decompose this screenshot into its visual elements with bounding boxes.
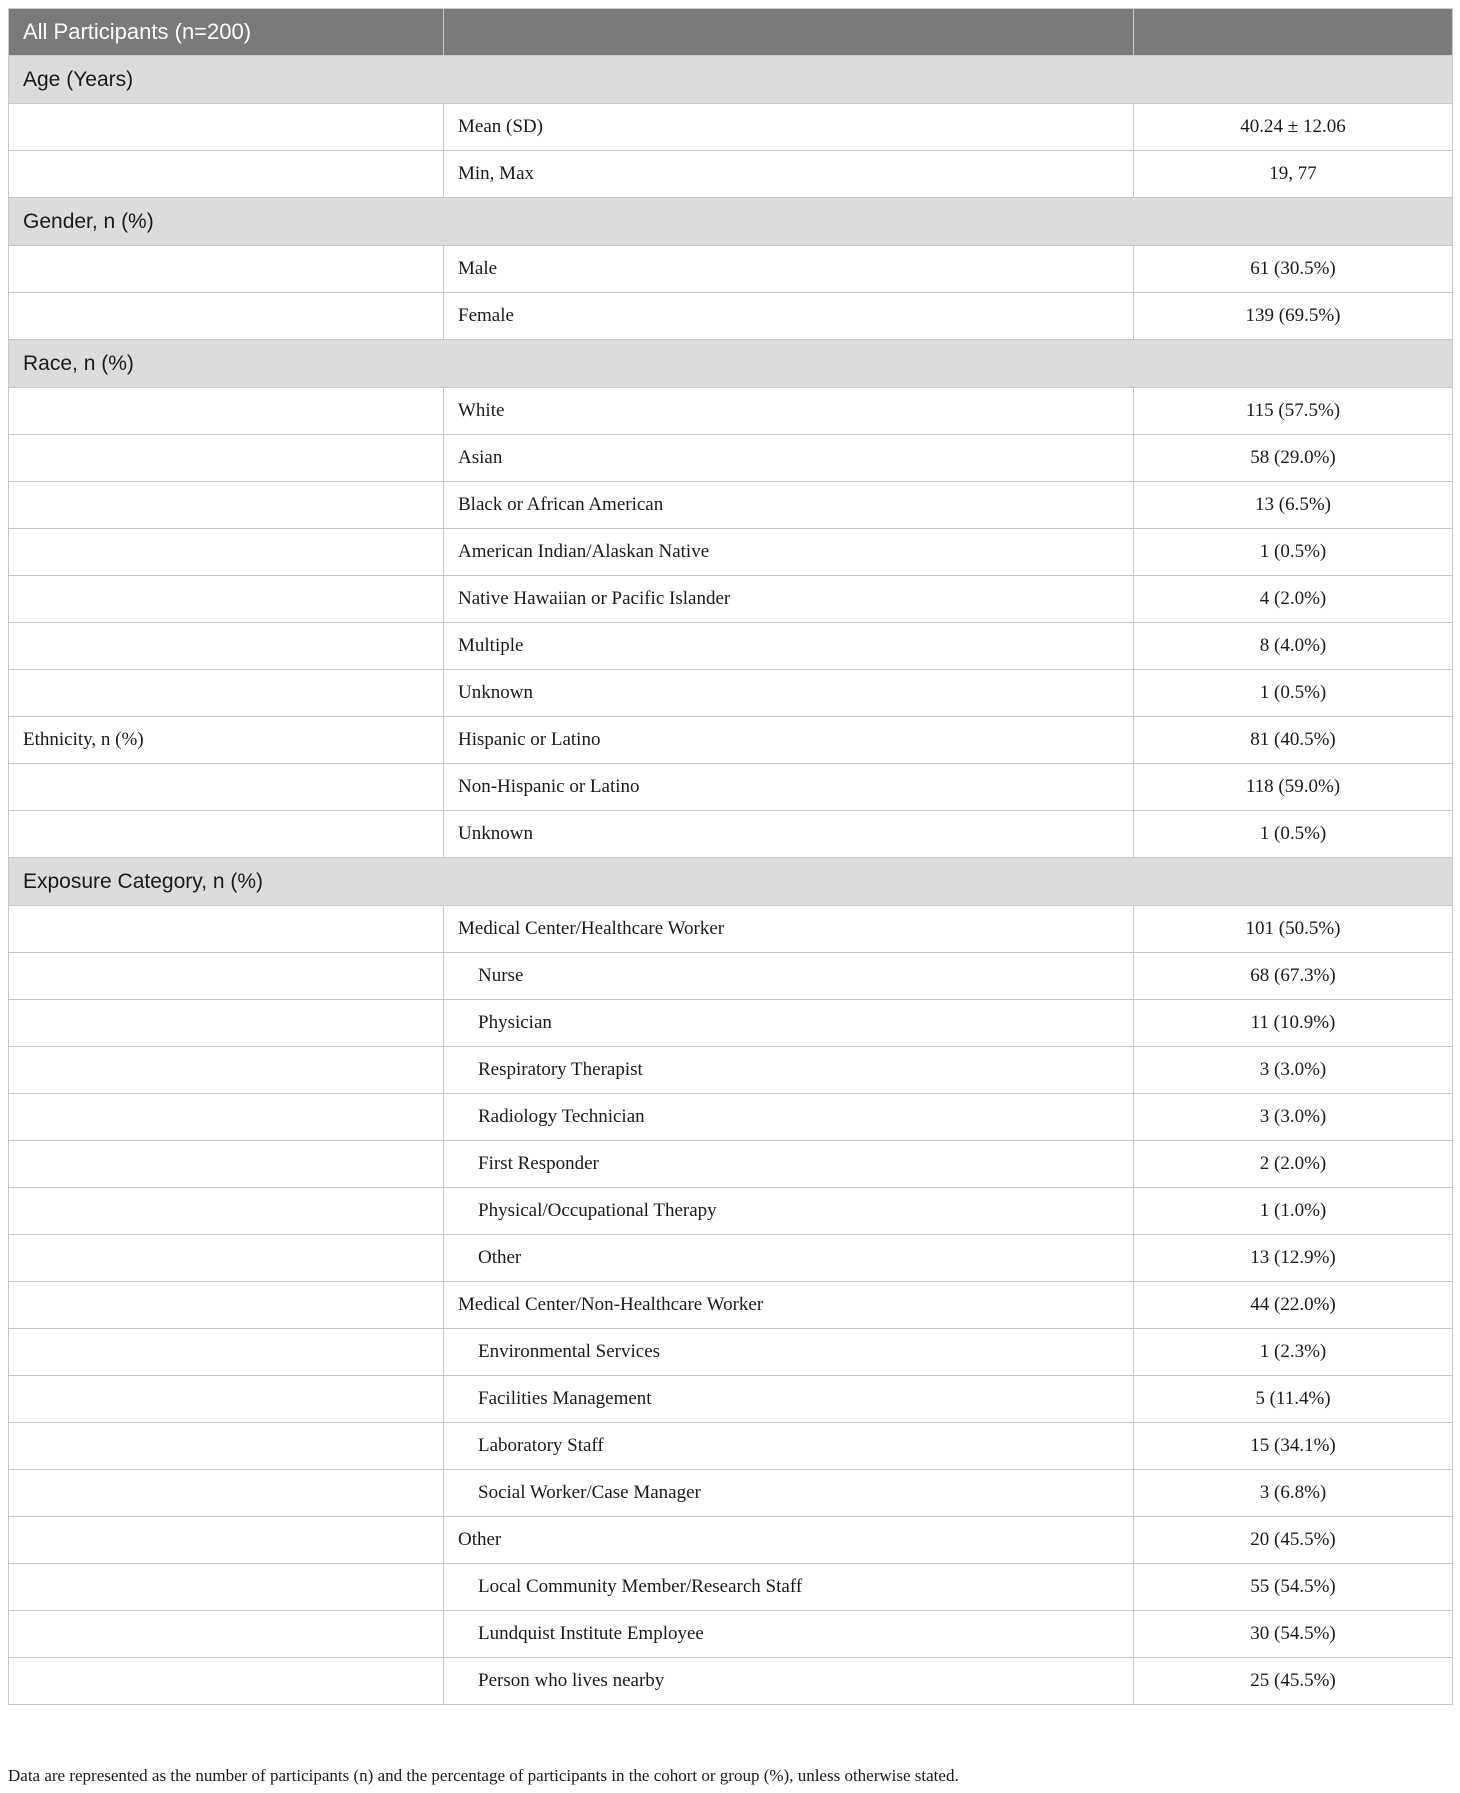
table-row xyxy=(9,1282,1453,1329)
group-cell xyxy=(9,246,444,293)
group-cell xyxy=(9,764,444,811)
group-cell xyxy=(9,293,444,340)
section-label: Gender, n (%) xyxy=(9,198,1453,246)
value-cell: 3 (6.8%) xyxy=(1134,1470,1453,1517)
table-footnote: Data are represented as the number of participants (n) and the percentage of participants in the cohort or group (%), unless otherwise stated. xyxy=(8,1766,959,1785)
group-cell xyxy=(9,482,444,529)
value-cell: 40.24 ± 12.06 xyxy=(1134,104,1453,151)
value-cell: 5 (11.4%) xyxy=(1134,1376,1453,1423)
value-cell: 1 (0.5%) xyxy=(1134,811,1453,858)
value-cell: 55 (54.5%) xyxy=(1134,1564,1453,1611)
label-cell: Unknown xyxy=(444,670,1134,717)
label-cell: Min, Max xyxy=(444,151,1134,198)
table-row xyxy=(9,104,1453,151)
group-cell xyxy=(9,1658,444,1705)
label-cell: Physical/Occupational Therapy xyxy=(444,1188,1134,1235)
group-cell xyxy=(9,1470,444,1517)
group-cell xyxy=(9,1517,444,1564)
section-header-row xyxy=(9,858,1453,906)
group-cell xyxy=(9,1376,444,1423)
table-row xyxy=(9,1141,1453,1188)
value-cell: 1 (2.3%) xyxy=(1134,1329,1453,1376)
label-cell: Male xyxy=(444,246,1134,293)
label-cell: Medical Center/Non-Healthcare Worker xyxy=(444,1282,1134,1329)
group-cell xyxy=(9,811,444,858)
participants-table xyxy=(8,8,1453,1705)
table-row xyxy=(9,482,1453,529)
value-cell: 115 (57.5%) xyxy=(1134,388,1453,435)
header-cell: All Participants (n=200) xyxy=(9,9,444,56)
group-cell xyxy=(9,576,444,623)
value-cell: 81 (40.5%) xyxy=(1134,717,1453,764)
label-cell: American Indian/Alaskan Native xyxy=(444,529,1134,576)
group-cell xyxy=(9,1188,444,1235)
value-cell: 1 (0.5%) xyxy=(1134,529,1453,576)
table-row xyxy=(9,1517,1453,1564)
label-cell: Multiple xyxy=(444,623,1134,670)
value-cell: 1 (0.5%) xyxy=(1134,670,1453,717)
value-cell: 61 (30.5%) xyxy=(1134,246,1453,293)
value-cell: 19, 77 xyxy=(1134,151,1453,198)
value-cell: 3 (3.0%) xyxy=(1134,1094,1453,1141)
value-cell: 58 (29.0%) xyxy=(1134,435,1453,482)
label-cell: Social Worker/Case Manager xyxy=(444,1470,1134,1517)
label-cell: Medical Center/Healthcare Worker xyxy=(444,906,1134,953)
table-row xyxy=(9,435,1453,482)
table-row xyxy=(9,811,1453,858)
label-cell: Unknown xyxy=(444,811,1134,858)
table-body xyxy=(9,56,1453,1705)
value-cell: 139 (69.5%) xyxy=(1134,293,1453,340)
value-cell: 20 (45.5%) xyxy=(1134,1517,1453,1564)
value-cell: 25 (45.5%) xyxy=(1134,1658,1453,1705)
group-cell xyxy=(9,1235,444,1282)
table-row xyxy=(9,529,1453,576)
group-cell xyxy=(9,151,444,198)
table-row xyxy=(9,388,1453,435)
label-cell: Environmental Services xyxy=(444,1329,1134,1376)
label-cell: Local Community Member/Research Staff xyxy=(444,1564,1134,1611)
value-cell: 44 (22.0%) xyxy=(1134,1282,1453,1329)
label-cell: Radiology Technician xyxy=(444,1094,1134,1141)
group-cell xyxy=(9,906,444,953)
table-row xyxy=(9,293,1453,340)
label-cell: Female xyxy=(444,293,1134,340)
table-row xyxy=(9,1188,1453,1235)
label-cell: Native Hawaiian or Pacific Islander xyxy=(444,576,1134,623)
group-cell xyxy=(9,623,444,670)
table-row xyxy=(9,1235,1453,1282)
table-row xyxy=(9,1376,1453,1423)
group-cell xyxy=(9,1282,444,1329)
group-cell: Ethnicity, n (%) xyxy=(9,717,444,764)
group-cell xyxy=(9,1423,444,1470)
value-cell: 11 (10.9%) xyxy=(1134,1000,1453,1047)
label-cell: Mean (SD) xyxy=(444,104,1134,151)
value-cell: 15 (34.1%) xyxy=(1134,1423,1453,1470)
label-cell: Laboratory Staff xyxy=(444,1423,1134,1470)
group-cell xyxy=(9,1611,444,1658)
table-container xyxy=(8,8,1452,1705)
label-cell: Respiratory Therapist xyxy=(444,1047,1134,1094)
group-cell xyxy=(9,1329,444,1376)
group-cell xyxy=(9,1047,444,1094)
header-cell xyxy=(1134,9,1453,56)
section-header-row xyxy=(9,340,1453,388)
group-cell xyxy=(9,670,444,717)
section-header-row xyxy=(9,198,1453,246)
value-cell: 101 (50.5%) xyxy=(1134,906,1453,953)
group-cell xyxy=(9,435,444,482)
group-cell xyxy=(9,388,444,435)
table-row xyxy=(9,1000,1453,1047)
value-cell: 3 (3.0%) xyxy=(1134,1047,1453,1094)
table-row xyxy=(9,953,1453,1000)
table-row xyxy=(9,1047,1453,1094)
group-cell xyxy=(9,1141,444,1188)
section-header-row xyxy=(9,56,1453,104)
section-label: Age (Years) xyxy=(9,56,1453,104)
table-row xyxy=(9,1611,1453,1658)
label-cell: Person who lives nearby xyxy=(444,1658,1134,1705)
label-cell: Black or African American xyxy=(444,482,1134,529)
value-cell: 118 (59.0%) xyxy=(1134,764,1453,811)
table-row xyxy=(9,576,1453,623)
table-row xyxy=(9,670,1453,717)
label-cell: Nurse xyxy=(444,953,1134,1000)
table-row xyxy=(9,1423,1453,1470)
group-cell xyxy=(9,529,444,576)
table-row xyxy=(9,623,1453,670)
value-cell: 30 (54.5%) xyxy=(1134,1611,1453,1658)
group-cell xyxy=(9,1000,444,1047)
label-cell: Non-Hispanic or Latino xyxy=(444,764,1134,811)
label-cell: White xyxy=(444,388,1134,435)
table-row xyxy=(9,1658,1453,1705)
group-cell xyxy=(9,1564,444,1611)
table-row xyxy=(9,1564,1453,1611)
table-row xyxy=(9,906,1453,953)
label-cell: Hispanic or Latino xyxy=(444,717,1134,764)
label-cell: Lundquist Institute Employee xyxy=(444,1611,1134,1658)
header-cell xyxy=(444,9,1134,56)
value-cell: 13 (12.9%) xyxy=(1134,1235,1453,1282)
table-header-row xyxy=(9,9,1453,56)
table-row xyxy=(9,717,1453,764)
group-cell xyxy=(9,953,444,1000)
table-row xyxy=(9,1094,1453,1141)
label-cell: Physician xyxy=(444,1000,1134,1047)
value-cell: 68 (67.3%) xyxy=(1134,953,1453,1000)
label-cell: Other xyxy=(444,1517,1134,1564)
table-row xyxy=(9,1470,1453,1517)
value-cell: 8 (4.0%) xyxy=(1134,623,1453,670)
label-cell: Other xyxy=(444,1235,1134,1282)
group-cell xyxy=(9,1094,444,1141)
table-row xyxy=(9,1329,1453,1376)
value-cell: 4 (2.0%) xyxy=(1134,576,1453,623)
value-cell: 1 (1.0%) xyxy=(1134,1188,1453,1235)
value-cell: 2 (2.0%) xyxy=(1134,1141,1453,1188)
table-row xyxy=(9,764,1453,811)
label-cell: Asian xyxy=(444,435,1134,482)
group-cell xyxy=(9,104,444,151)
value-cell: 13 (6.5%) xyxy=(1134,482,1453,529)
label-cell: Facilities Management xyxy=(444,1376,1134,1423)
table-row xyxy=(9,246,1453,293)
label-cell: First Responder xyxy=(444,1141,1134,1188)
section-label: Race, n (%) xyxy=(9,340,1453,388)
table-row xyxy=(9,151,1453,198)
section-label: Exposure Category, n (%) xyxy=(9,858,1453,906)
